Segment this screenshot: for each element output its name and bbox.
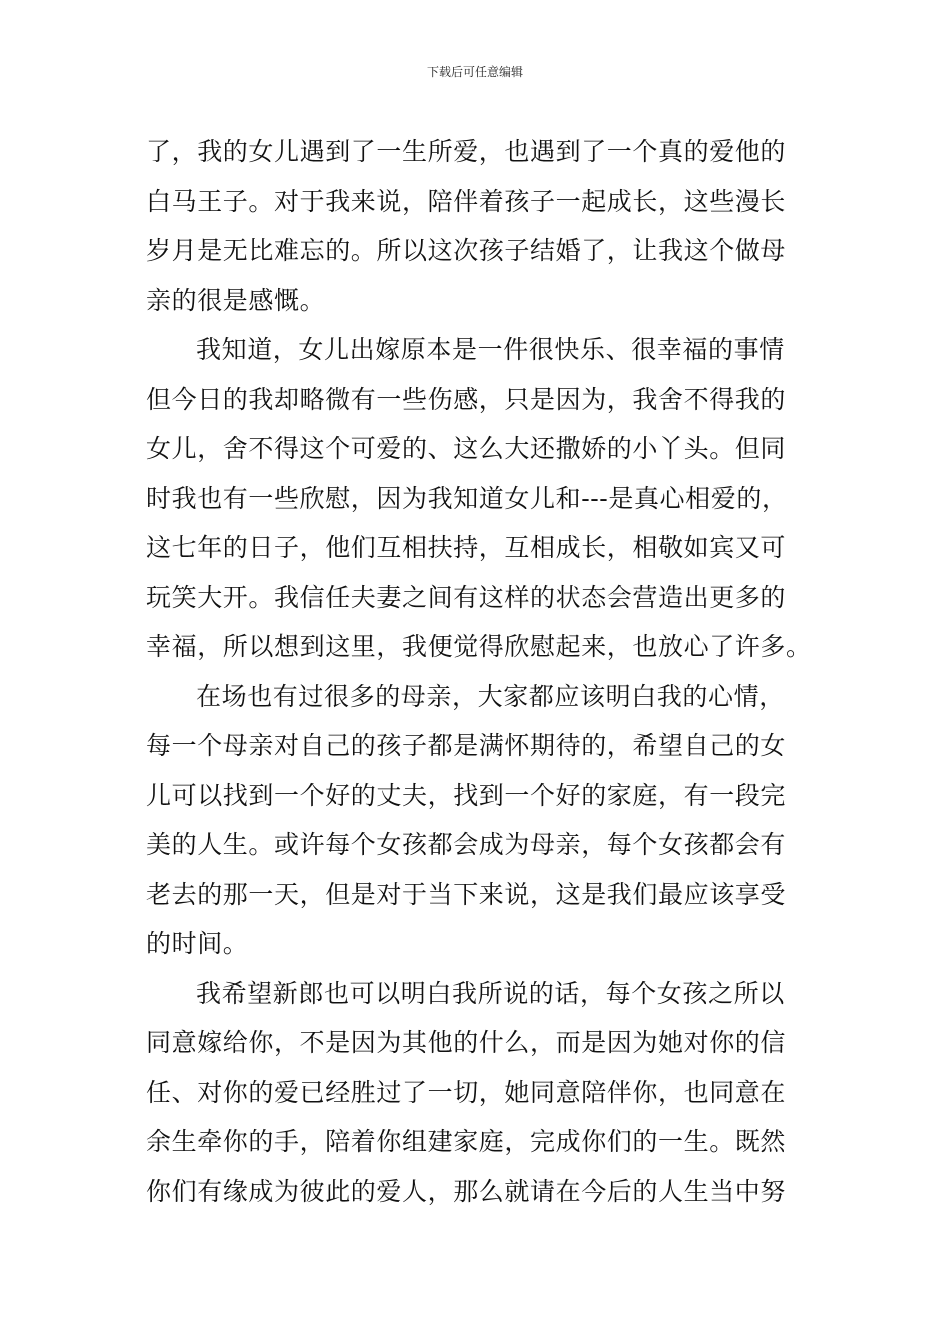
text-line: 余生牵你的手，陪着你组建家庭，完成你们的一生。既然 bbox=[146, 1127, 787, 1156]
text-line: 幸福，所以想到这里，我便觉得欣慰起来，也放心了许多。 bbox=[146, 632, 812, 661]
text-line: 在场也有过很多的母亲，大家都应该明白我的心情， bbox=[196, 681, 785, 711]
paragraph bbox=[146, 325, 812, 672]
text-line: 你们有缘成为彼此的爱人，那么就请在今后的人生当中努 bbox=[146, 1176, 787, 1206]
text-line: 我知道，女儿出嫁原本是一件很快乐、很幸福的事情 bbox=[196, 335, 785, 364]
text-line: 我希望新郎也可以明白我所说的话，每个女孩之所以 bbox=[196, 978, 785, 1008]
paragraph bbox=[146, 969, 806, 1217]
document-body bbox=[146, 127, 812, 1216]
text-line: 玩笑大开。我信任夫妻之间有这样的状态会营造出更多的 bbox=[146, 582, 787, 612]
text-line: 老去的那一天，但是对于当下来说，这是我们最应该享受 bbox=[146, 879, 787, 909]
page-header: 下载后可任意编辑 bbox=[426, 65, 523, 79]
text-line: 这七年的日子，他们互相扶持，互相成长，相敬如宾又可 bbox=[146, 533, 787, 562]
text-line: 亲的很是感慨。 bbox=[146, 285, 326, 315]
paragraph bbox=[146, 127, 806, 325]
text-line: 时我也有一些欣慰，因为我知道女儿和---是真心相爱的， bbox=[146, 483, 788, 513]
text-line: 但今日的我却略微有一些伤感，只是因为，我舍不得我的 bbox=[146, 384, 787, 414]
text-line: 美的人生。或许每个女孩都会成为母亲，每个女孩都会有 bbox=[146, 830, 787, 859]
text-line: 同意嫁给你，不是因为其他的什么，而是因为她对你的信 bbox=[146, 1028, 787, 1057]
text-line: 儿可以找到一个好的丈夫，找到一个好的家庭，有一段完 bbox=[146, 780, 787, 810]
text-line: 白马王子。对于我来说，陪伴着孩子一起成长，这些漫长 bbox=[146, 186, 787, 216]
text-line: 每一个母亲对自己的孩子都是满怀期待的，希望自己的女 bbox=[146, 731, 787, 760]
text-line: 岁月是无比难忘的。所以这次孩子结婚了，让我这个做母 bbox=[146, 236, 787, 265]
text-line: 的时间。 bbox=[146, 929, 249, 958]
text-line: 了，我的女儿遇到了一生所爱，也遇到了一个真的爱他的 bbox=[146, 137, 787, 166]
paragraph bbox=[146, 672, 806, 969]
text-line: 任、对你的爱已经胜过了一切，她同意陪伴你，也同意在 bbox=[146, 1077, 787, 1107]
text-line: 女儿，舍不得这个可爱的、这么大还撒娇的小丫头。但同 bbox=[146, 434, 787, 463]
